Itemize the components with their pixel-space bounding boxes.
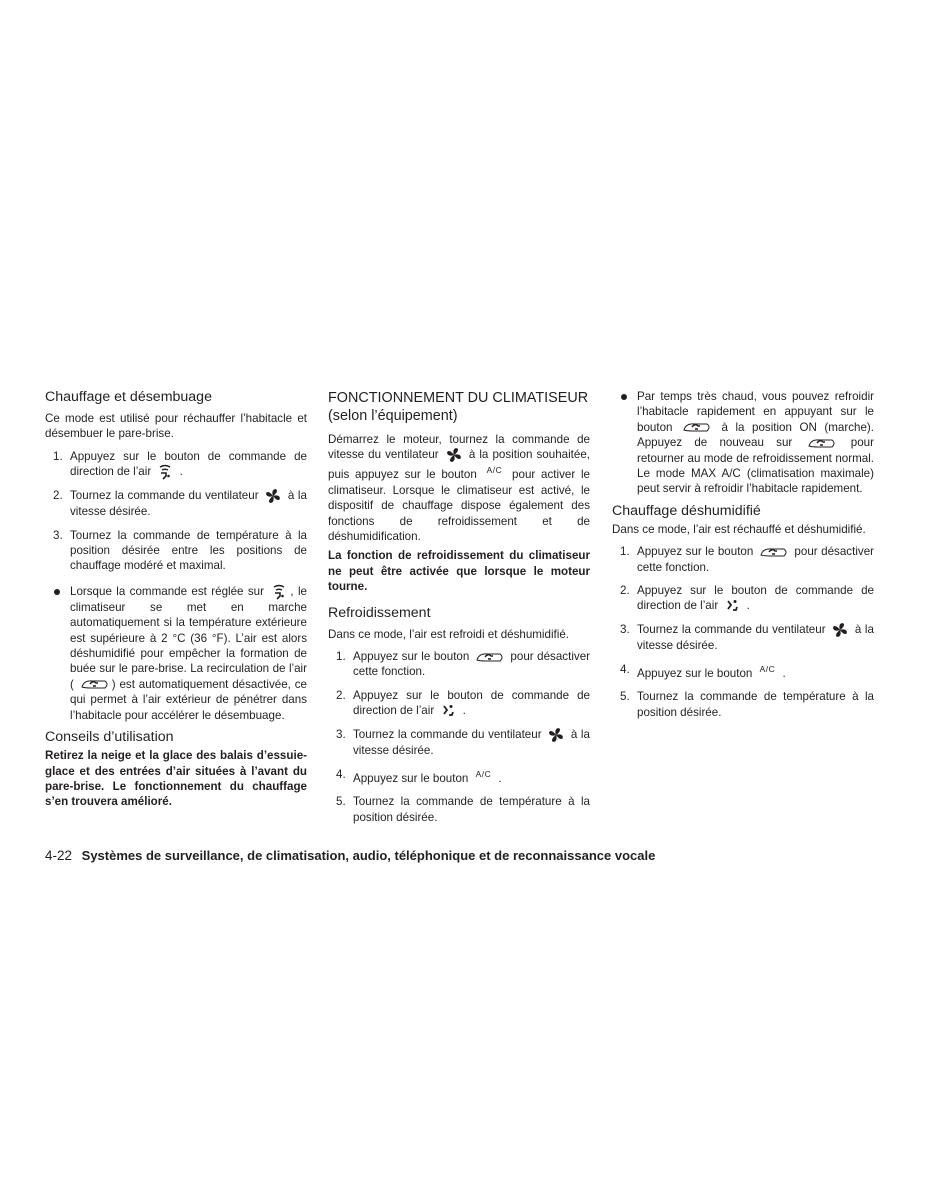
item-text: Tournez la commande de température à la position désirée.	[353, 795, 590, 824]
defrost-floor-icon	[271, 584, 287, 600]
list-item	[612, 662, 874, 681]
list-item	[612, 544, 874, 575]
recirculation-icon	[81, 678, 109, 691]
bullet-text: Par temps très chaud, vous pouvez refroidir l’habitacle rapidement en appuyant sur le bouton	[637, 390, 874, 434]
item-text: Tournez la commande du ventilateur	[70, 489, 259, 503]
list-item	[328, 688, 590, 719]
item-text: Appuyez sur le bouton	[353, 650, 470, 664]
defrost-floor-icon	[157, 464, 173, 480]
item-number: 4.	[336, 767, 346, 781]
bullet-text: , le climatiseur se met en marche automatiquement si la température extérieure est supérieure à 2 °C (36 °F). L’air est alors déshumidifié pour empêcher la formation de buée sur le pare-brise. La recirculation de l’air (	[70, 584, 307, 691]
step-list	[612, 544, 874, 720]
column-2	[328, 389, 590, 835]
list-item	[328, 794, 590, 825]
step-list	[328, 649, 590, 825]
item-text: pour désactiver cette fonction.	[353, 650, 591, 679]
defrost-floor-icon	[724, 598, 740, 614]
item-text: Appuyez sur le bouton de commande de direction de l’air	[70, 449, 307, 479]
bold-paragraph: Retirez la neige et la glace des balais d’essuie-glace et des entrées d’air situées à l’avant du pare-brise. Le fonctionnement du chauffage s’en trouvera amélioré.	[45, 749, 307, 809]
bullet-dot	[621, 394, 627, 400]
list-item	[45, 528, 307, 574]
item-number: 1.	[620, 545, 630, 559]
bullet-text: à la position ON (marche). Appuyez de nouveau sur	[637, 420, 874, 450]
section-heading-climatiseur: FONCTIONNEMENT DU CLIMATISEUR (selon l’équipement)	[328, 390, 589, 424]
page-number: 4-22	[45, 848, 73, 863]
item-number: 2.	[620, 584, 630, 598]
item-number: 3.	[336, 728, 346, 742]
list-item	[45, 488, 307, 519]
item-number: 3.	[620, 623, 630, 637]
bullet-text: pour retourner au mode de refroidissement normal. Le mode MAX A/C (climatisation maximale) peut servir à refroidir l’habitacle rapidement.	[637, 436, 874, 496]
bullet-dot	[54, 589, 60, 595]
paragraph-text: à la position souhaitée, puis appuyez sur le bouton	[328, 448, 590, 482]
ac-icon: A/C	[486, 465, 503, 476]
item-number: 1.	[336, 650, 346, 664]
paragraph: Dans ce mode, l’air est refroidi et déshumidifié.	[328, 627, 570, 641]
paragraph-text: Démarrez le moteur, tournez la commande de vitesse du ventilateur	[328, 433, 590, 462]
item-text: Appuyez sur le bouton de commande de direction de l’air	[353, 688, 590, 718]
bullet-list	[45, 584, 307, 723]
bullet-item	[45, 584, 307, 723]
column-1	[45, 389, 307, 814]
ac-icon: A/C	[475, 768, 492, 779]
list-item	[612, 622, 874, 653]
recirculation-icon	[808, 437, 836, 450]
item-text: à la vitesse désirée.	[353, 728, 590, 758]
list-item	[328, 767, 590, 786]
paragraph: Ce mode est utilisé pour réchauffer l’habitacle et désembuer le pare-brise.	[45, 412, 307, 441]
item-text: .	[179, 465, 183, 479]
ac-icon: A/C	[759, 663, 776, 674]
item-text: .	[746, 599, 750, 613]
item-text: Tournez la commande de température à la position désirée entre les positions de chauffage modéré et maximal.	[70, 528, 307, 573]
item-text: Tournez la commande de température à la position désirée.	[637, 690, 874, 719]
item-number: 2.	[53, 489, 63, 503]
item-text: Tournez la commande du ventilateur	[637, 623, 826, 637]
step-list	[45, 449, 307, 574]
bullet-item	[612, 389, 874, 497]
fan-icon	[548, 727, 564, 743]
fan-icon	[832, 622, 848, 638]
item-number: 4.	[620, 662, 630, 676]
paragraph	[328, 432, 590, 544]
page-footer	[45, 848, 905, 864]
recirculation-icon	[760, 546, 788, 559]
recirculation-icon	[683, 421, 711, 434]
item-number: 3.	[53, 528, 63, 542]
item-text: Appuyez sur le bouton	[637, 545, 754, 559]
list-item	[612, 689, 874, 720]
item-number: 2.	[336, 688, 346, 702]
fan-icon	[265, 488, 281, 504]
item-number: 1.	[53, 449, 63, 463]
paragraph: Dans ce mode, l’air est réchauffé et déshumidifié.	[612, 522, 866, 536]
item-text: Tournez la commande du ventilateur	[353, 728, 542, 742]
paragraph-text: pour activer le climatiseur. Lorsque le climatiseur est activé, le dispositif de chauffage dispose également des fonctions de refroidissement et de déshumidification.	[328, 468, 590, 544]
list-item	[45, 449, 307, 480]
chapter-title: Systèmes de surveillance, de climatisation, audio, téléphonique et de reconnaissance vocale	[81, 848, 656, 863]
item-text: Appuyez sur le bouton	[637, 666, 753, 680]
item-number: 5.	[620, 690, 630, 704]
column-3	[612, 389, 874, 730]
list-item	[328, 727, 590, 758]
item-text: à la vitesse désirée.	[637, 623, 874, 653]
fan-icon	[446, 447, 462, 463]
recirculation-icon	[476, 651, 504, 664]
list-item	[328, 649, 590, 680]
item-text: Appuyez sur le bouton	[353, 771, 469, 785]
section-heading-chauffage: Chauffage et désembuage	[45, 389, 212, 405]
list-item	[612, 583, 874, 614]
item-text: .	[462, 704, 466, 718]
item-text: à la vitesse désirée.	[70, 489, 307, 519]
item-text: pour désactiver cette fonction.	[637, 545, 875, 574]
item-text: .	[498, 771, 502, 785]
item-number: 5.	[336, 795, 346, 809]
section-heading-refroidissement: Refroidissement	[328, 604, 431, 621]
section-heading-deshumidifie: Chauffage déshumidifié	[612, 502, 761, 519]
item-text: Appuyez sur le bouton de commande de direction de l’air	[637, 584, 874, 613]
bullet-text: Lorsque la commande est réglée sur	[70, 584, 264, 598]
item-text: .	[782, 666, 786, 680]
bold-paragraph: La fonction de refroidissement du climatiseur ne peut être activée que lorsque le moteur tourne.	[328, 549, 590, 594]
bullet-text: ) est automatiquement désactivée, ce qui permet à l’air extérieur de pénétrer dans l’habitacle pour accélérer le désembuage.	[70, 677, 307, 722]
section-heading-conseils: Conseils d’utilisation	[45, 729, 174, 746]
bullet-list	[612, 389, 874, 497]
foot-vent-icon	[440, 703, 456, 719]
